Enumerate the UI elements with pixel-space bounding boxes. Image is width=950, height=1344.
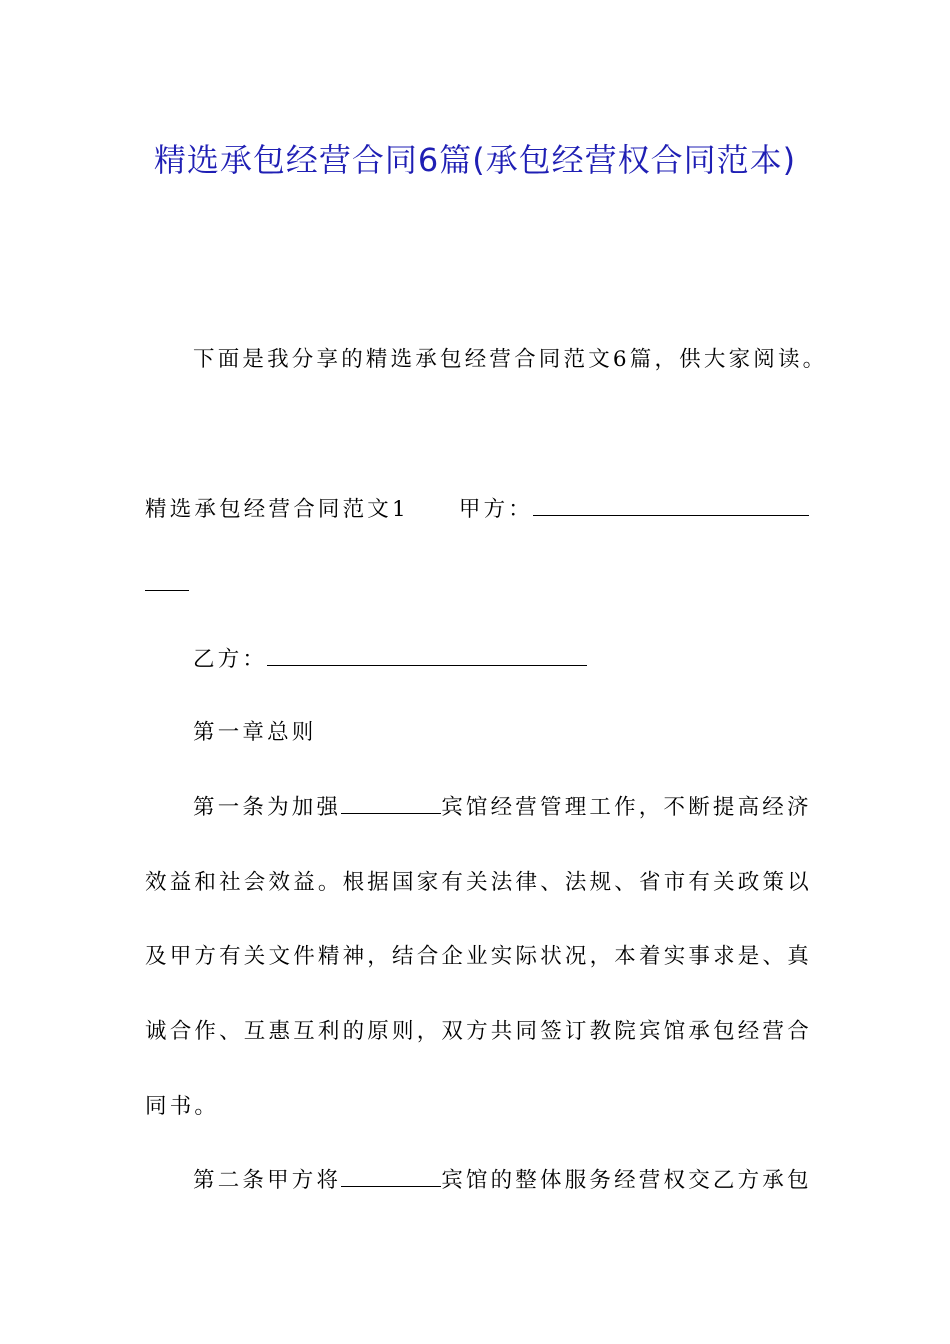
chapter-heading: 第一章总则	[193, 720, 317, 745]
article-2-line-1: 第二条甲方将 宾馆的整体服务经营权交乙方承包	[193, 1168, 812, 1193]
article-1-line-1: 第一条为加强 宾馆经营管理工作，不断提高经济	[193, 795, 812, 820]
party-b-line	[193, 647, 587, 673]
party-a-line	[145, 497, 809, 523]
article-1-line-4: 诚合作、互惠互利的原则，双方共同签订教院宾馆承包经营合	[145, 1019, 812, 1044]
article-1-line-2: 效益和社会效益。根据国家有关法律、法规、省市有关政策以	[145, 870, 812, 895]
party-a-label: 甲方：	[458, 497, 533, 522]
article-1-line-5: 同书。	[145, 1094, 220, 1119]
document-title: 精选承包经营合同6篇(承包经营权合同范本)	[153, 141, 797, 179]
article-2-blank	[341, 1168, 441, 1187]
party-b-label: 乙方：	[193, 647, 268, 672]
section-heading: 精选承包经营合同范文1	[145, 497, 409, 522]
party-a-blank-continued	[145, 572, 189, 598]
intro-paragraph: 下面是我分享的精选承包经营合同范文6篇，供大家阅读。	[193, 347, 828, 372]
party-a-blank	[533, 497, 809, 516]
party-b-blank	[267, 647, 587, 666]
article-1-line-3: 及甲方有关文件精神，结合企业实际状况，本着实事求是、真	[145, 944, 812, 969]
article-1-blank	[341, 795, 441, 814]
